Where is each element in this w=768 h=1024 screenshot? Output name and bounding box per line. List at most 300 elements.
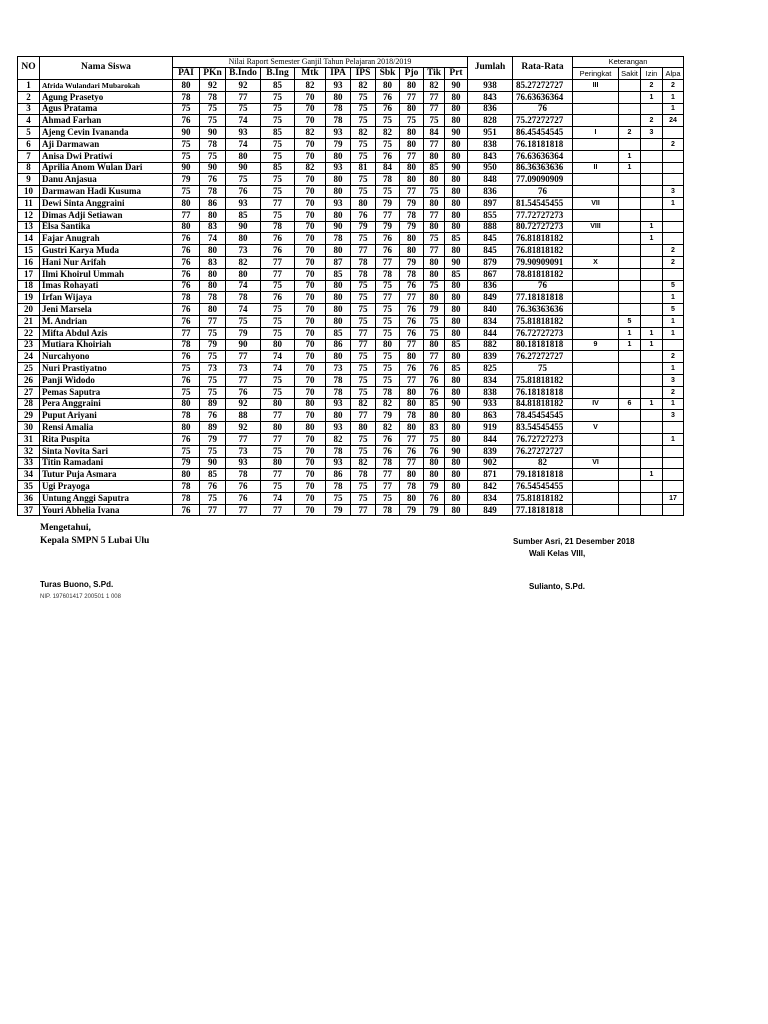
score-cell: 78: [200, 91, 226, 103]
score-cell: 80: [200, 268, 226, 280]
score-cell: 79: [173, 174, 200, 186]
score-cell: 76: [173, 433, 200, 445]
score-cell: 82: [295, 80, 326, 92]
score-cell: 85: [326, 268, 351, 280]
rata-rata-cell: 76.27272727: [513, 351, 573, 363]
table-row: [18, 351, 684, 363]
score-cell: 76: [261, 233, 295, 245]
sakit-cell: 1: [619, 162, 641, 174]
score-cell: 70: [295, 327, 326, 339]
score-cell: 80: [445, 351, 468, 363]
sakit-cell: [619, 268, 641, 280]
score-cell: 75: [226, 174, 261, 186]
rata-rata-cell: 77.72727273: [513, 209, 573, 221]
izin-cell: [641, 256, 663, 268]
score-cell: 75: [376, 280, 400, 292]
table-row: [18, 245, 684, 257]
student-name: Imas Rohayati: [40, 280, 173, 292]
score-cell: 75: [351, 351, 376, 363]
score-cell: 80: [295, 422, 326, 434]
rata-rata-cell: 76.18181818: [513, 386, 573, 398]
student-name: Fajar Anugrah: [40, 233, 173, 245]
student-name: Irfan Wijaya: [40, 292, 173, 304]
sakit-cell: [619, 186, 641, 198]
row-number: 5: [18, 127, 40, 139]
rata-rata-cell: 75: [513, 363, 573, 375]
izin-cell: [641, 386, 663, 398]
score-cell: 75: [424, 433, 445, 445]
sakit-cell: [619, 233, 641, 245]
table-row: [18, 504, 684, 516]
score-cell: 82: [226, 256, 261, 268]
rata-rata-cell: 76.18181818: [513, 138, 573, 150]
score-cell: 92: [200, 80, 226, 92]
jumlah-cell: 843: [468, 91, 513, 103]
score-cell: 77: [400, 374, 424, 386]
score-cell: 76: [400, 304, 424, 316]
row-number: 34: [18, 469, 40, 481]
score-cell: 80: [424, 268, 445, 280]
score-cell: 75: [376, 492, 400, 504]
jumlah-cell: 838: [468, 138, 513, 150]
score-cell: 78: [200, 292, 226, 304]
row-number: 15: [18, 245, 40, 257]
score-cell: 76: [424, 374, 445, 386]
score-cell: 70: [295, 233, 326, 245]
table-row: [18, 103, 684, 115]
score-cell: 78: [226, 469, 261, 481]
score-cell: 80: [326, 245, 351, 257]
score-cell: 75: [261, 91, 295, 103]
row-number: 35: [18, 481, 40, 493]
rata-rata-cell: 75.27272727: [513, 115, 573, 127]
student-name: Agung Prasetyo: [40, 91, 173, 103]
table-row: [18, 115, 684, 127]
row-number: 27: [18, 386, 40, 398]
student-name: Gustri Karya Muda: [40, 245, 173, 257]
score-cell: 92: [226, 80, 261, 92]
peringkat-cell: [573, 504, 619, 516]
jumlah-cell: 834: [468, 374, 513, 386]
score-cell: 80: [445, 115, 468, 127]
table-row: [18, 174, 684, 186]
row-number: 2: [18, 91, 40, 103]
score-cell: 76: [424, 445, 445, 457]
kepala-sekolah-name: Turas Buono, S.Pd.: [40, 580, 114, 589]
score-cell: 75: [173, 186, 200, 198]
peringkat-cell: [573, 469, 619, 481]
score-cell: 80: [400, 398, 424, 410]
score-cell: 75: [226, 315, 261, 327]
student-name: Ajeng Cevin Ivananda: [40, 127, 173, 139]
jumlah-cell: 855: [468, 209, 513, 221]
score-cell: 70: [295, 504, 326, 516]
score-cell: 80: [445, 292, 468, 304]
score-cell: 75: [376, 315, 400, 327]
student-name: Agus Pratama: [40, 103, 173, 115]
score-cell: 77: [400, 91, 424, 103]
score-cell: 80: [295, 398, 326, 410]
score-cell: 76: [261, 292, 295, 304]
izin-cell: [641, 186, 663, 198]
alpa-cell: [663, 209, 684, 221]
row-number: 6: [18, 138, 40, 150]
alpa-cell: [663, 445, 684, 457]
student-name: Titin Ramadani: [40, 457, 173, 469]
alpa-cell: [663, 422, 684, 434]
rata-rata-cell: 84.81818182: [513, 398, 573, 410]
score-cell: 83: [424, 422, 445, 434]
score-cell: 70: [295, 433, 326, 445]
score-cell: 70: [295, 304, 326, 316]
score-cell: 92: [226, 422, 261, 434]
student-name: Panji Widodo: [40, 374, 173, 386]
header-subject: Pjo: [400, 68, 424, 80]
sakit-cell: 2: [619, 127, 641, 139]
table-row: [18, 186, 684, 198]
peringkat-cell: [573, 304, 619, 316]
rata-rata-cell: 76: [513, 280, 573, 292]
score-cell: 78: [200, 138, 226, 150]
score-cell: 75: [261, 481, 295, 493]
score-cell: 80: [445, 150, 468, 162]
peringkat-cell: IV: [573, 398, 619, 410]
score-cell: 80: [424, 457, 445, 469]
score-cell: 86: [326, 469, 351, 481]
score-cell: 76: [424, 363, 445, 375]
score-cell: 75: [424, 115, 445, 127]
table-row: [18, 422, 684, 434]
score-cell: 85: [445, 233, 468, 245]
score-cell: 85: [424, 162, 445, 174]
score-cell: 77: [424, 209, 445, 221]
score-cell: 85: [424, 398, 445, 410]
score-cell: 78: [173, 339, 200, 351]
score-cell: 79: [200, 339, 226, 351]
rata-rata-cell: 76.72727273: [513, 433, 573, 445]
score-cell: 77: [226, 433, 261, 445]
student-name: Dewi Sinta Anggraini: [40, 197, 173, 209]
table-row: [18, 209, 684, 221]
score-cell: 75: [351, 150, 376, 162]
peringkat-cell: II: [573, 162, 619, 174]
score-cell: 80: [424, 339, 445, 351]
peringkat-cell: [573, 433, 619, 445]
alpa-cell: 2: [663, 256, 684, 268]
row-number: 24: [18, 351, 40, 363]
row-number: 29: [18, 410, 40, 422]
jumlah-cell: 836: [468, 103, 513, 115]
score-cell: 80: [173, 80, 200, 92]
header-rata-rata: Rata-Rata: [513, 57, 573, 80]
student-name: Ugi Prayoga: [40, 481, 173, 493]
score-cell: 77: [424, 103, 445, 115]
alpa-cell: 3: [663, 410, 684, 422]
jumlah-cell: 834: [468, 315, 513, 327]
score-cell: 75: [351, 115, 376, 127]
jumlah-cell: 867: [468, 268, 513, 280]
score-cell: 76: [376, 433, 400, 445]
score-cell: 75: [424, 280, 445, 292]
header-subject: Mtk: [295, 68, 326, 80]
score-cell: 77: [351, 504, 376, 516]
izin-cell: [641, 422, 663, 434]
izin-cell: [641, 292, 663, 304]
peringkat-cell: [573, 150, 619, 162]
izin-cell: [641, 504, 663, 516]
peringkat-cell: [573, 445, 619, 457]
table-row: [18, 197, 684, 209]
score-cell: 80: [326, 315, 351, 327]
jumlah-cell: 879: [468, 256, 513, 268]
score-cell: 76: [173, 233, 200, 245]
score-cell: 76: [226, 481, 261, 493]
peringkat-cell: VI: [573, 457, 619, 469]
izin-cell: [641, 492, 663, 504]
row-number: 30: [18, 422, 40, 434]
izin-cell: [641, 209, 663, 221]
score-cell: 82: [376, 127, 400, 139]
peringkat-cell: [573, 492, 619, 504]
peringkat-cell: [573, 138, 619, 150]
score-cell: 77: [376, 256, 400, 268]
jumlah-cell: 882: [468, 339, 513, 351]
score-cell: 75: [376, 186, 400, 198]
score-cell: 75: [351, 292, 376, 304]
score-cell: 78: [400, 481, 424, 493]
alpa-cell: 1: [663, 91, 684, 103]
row-number: 1: [18, 80, 40, 92]
score-cell: 70: [295, 186, 326, 198]
jumlah-cell: 845: [468, 245, 513, 257]
sakit-cell: [619, 292, 641, 304]
kepala-sekolah-title: Kepala SMPN 5 Lubai Ulu: [40, 536, 150, 546]
jumlah-cell: 836: [468, 280, 513, 292]
score-cell: 75: [376, 327, 400, 339]
score-cell: 80: [445, 91, 468, 103]
score-cell: 79: [200, 433, 226, 445]
table-row: [18, 374, 684, 386]
score-cell: 70: [295, 209, 326, 221]
rata-rata-cell: 85.27272727: [513, 80, 573, 92]
student-name: Rita Puspita: [40, 433, 173, 445]
izin-cell: 1: [641, 469, 663, 481]
izin-cell: 1: [641, 91, 663, 103]
score-cell: 76: [376, 233, 400, 245]
row-number: 32: [18, 445, 40, 457]
student-name: Nuri Prastiyatno: [40, 363, 173, 375]
score-cell: 80: [173, 197, 200, 209]
score-cell: 80: [376, 339, 400, 351]
score-cell: 75: [351, 374, 376, 386]
izin-cell: [641, 103, 663, 115]
izin-cell: [641, 374, 663, 386]
jumlah-cell: 933: [468, 398, 513, 410]
wali-kelas-name: Sulianto, S.Pd.: [529, 582, 586, 591]
score-cell: 80: [173, 422, 200, 434]
score-cell: 75: [261, 315, 295, 327]
score-cell: 80: [326, 174, 351, 186]
score-cell: 75: [261, 327, 295, 339]
jumlah-cell: 897: [468, 197, 513, 209]
score-cell: 79: [376, 410, 400, 422]
score-cell: 77: [400, 292, 424, 304]
score-cell: 76: [200, 481, 226, 493]
row-number: 20: [18, 304, 40, 316]
score-cell: 90: [445, 445, 468, 457]
rata-rata-cell: 76.81818182: [513, 245, 573, 257]
jumlah-cell: 849: [468, 504, 513, 516]
row-number: 9: [18, 174, 40, 186]
score-cell: 78: [326, 481, 351, 493]
table-row: [18, 292, 684, 304]
score-cell: 80: [445, 422, 468, 434]
score-cell: 70: [295, 138, 326, 150]
rata-rata-cell: 80.72727273: [513, 221, 573, 233]
rata-rata-cell: 76.54545455: [513, 481, 573, 493]
row-number: 19: [18, 292, 40, 304]
score-cell: 75: [261, 103, 295, 115]
peringkat-cell: III: [573, 80, 619, 92]
alpa-cell: 1: [663, 197, 684, 209]
student-name: Afrida Wulandari Mubarokah: [40, 80, 173, 92]
score-cell: 93: [326, 422, 351, 434]
score-cell: 92: [226, 398, 261, 410]
score-cell: 70: [295, 445, 326, 457]
header-alpa: Alpa: [663, 68, 684, 80]
sakit-cell: [619, 197, 641, 209]
score-cell: 84: [376, 162, 400, 174]
score-cell: 80: [445, 280, 468, 292]
score-cell: 70: [295, 292, 326, 304]
score-cell: 73: [326, 363, 351, 375]
student-name: M. Andrian: [40, 315, 173, 327]
table-row: [18, 363, 684, 375]
sakit-cell: [619, 351, 641, 363]
score-cell: 80: [226, 150, 261, 162]
score-cell: 73: [200, 363, 226, 375]
score-cell: 76: [173, 351, 200, 363]
peringkat-cell: V: [573, 422, 619, 434]
score-cell: 77: [200, 504, 226, 516]
score-cell: 89: [200, 422, 226, 434]
sakit-cell: [619, 504, 641, 516]
score-cell: 78: [400, 209, 424, 221]
score-cell: 80: [445, 304, 468, 316]
score-cell: 80: [445, 504, 468, 516]
score-cell: 85: [445, 363, 468, 375]
rata-rata-cell: 76.81818182: [513, 233, 573, 245]
alpa-cell: 24: [663, 115, 684, 127]
score-cell: 77: [400, 186, 424, 198]
student-name: Dimas Adji Setiawan: [40, 209, 173, 221]
score-cell: 76: [376, 445, 400, 457]
sakit-cell: [619, 304, 641, 316]
score-cell: 82: [351, 80, 376, 92]
score-cell: 78: [326, 103, 351, 115]
score-cell: 77: [351, 245, 376, 257]
peringkat-cell: [573, 209, 619, 221]
sakit-cell: 1: [619, 327, 641, 339]
score-cell: 77: [173, 327, 200, 339]
row-number: 23: [18, 339, 40, 351]
score-cell: 78: [376, 457, 400, 469]
izin-cell: [641, 174, 663, 186]
header-izin: Izin: [641, 68, 663, 80]
alpa-cell: 2: [663, 138, 684, 150]
peringkat-cell: 9: [573, 339, 619, 351]
score-cell: 76: [424, 386, 445, 398]
score-cell: 70: [295, 315, 326, 327]
peringkat-cell: [573, 351, 619, 363]
student-name: Darmawan Hadi Kusuma: [40, 186, 173, 198]
score-cell: 77: [226, 351, 261, 363]
score-cell: 77: [226, 91, 261, 103]
score-cell: 75: [424, 327, 445, 339]
score-cell: 85: [261, 162, 295, 174]
score-cell: 77: [173, 209, 200, 221]
score-cell: 75: [261, 150, 295, 162]
rata-rata-cell: 76.72727273: [513, 327, 573, 339]
score-cell: 80: [400, 138, 424, 150]
score-cell: 80: [445, 410, 468, 422]
score-cell: 82: [326, 433, 351, 445]
score-cell: 76: [376, 91, 400, 103]
score-cell: 78: [351, 256, 376, 268]
place-date: Sumber Asri, 21 Desember 2018: [513, 537, 635, 546]
jumlah-cell: 834: [468, 492, 513, 504]
score-cell: 75: [376, 363, 400, 375]
peringkat-cell: [573, 268, 619, 280]
jumlah-cell: 919: [468, 422, 513, 434]
row-number: 33: [18, 457, 40, 469]
rata-rata-cell: 86.36363636: [513, 162, 573, 174]
table-row: [18, 138, 684, 150]
izin-cell: 1: [641, 233, 663, 245]
score-cell: 85: [445, 339, 468, 351]
student-name: Elsa Santika: [40, 221, 173, 233]
score-cell: 80: [445, 327, 468, 339]
rata-rata-cell: 82: [513, 457, 573, 469]
table-row: [18, 150, 684, 162]
score-cell: 76: [173, 245, 200, 257]
sakit-cell: [619, 445, 641, 457]
izin-cell: [641, 280, 663, 292]
score-cell: 75: [200, 115, 226, 127]
peringkat-cell: I: [573, 127, 619, 139]
mengetahui-label: Mengetahui,: [40, 523, 91, 533]
score-cell: 75: [326, 492, 351, 504]
score-cell: 75: [261, 186, 295, 198]
score-cell: 76: [200, 410, 226, 422]
peringkat-cell: X: [573, 256, 619, 268]
score-cell: 70: [295, 386, 326, 398]
student-name: Youri Abhelia Ivana: [40, 504, 173, 516]
score-cell: 80: [400, 245, 424, 257]
score-cell: 77: [261, 268, 295, 280]
score-cell: 76: [400, 315, 424, 327]
jumlah-cell: 839: [468, 445, 513, 457]
table-row: [18, 256, 684, 268]
score-cell: 75: [200, 103, 226, 115]
sakit-cell: [619, 469, 641, 481]
score-cell: 75: [173, 150, 200, 162]
student-name: Aji Darmawan: [40, 138, 173, 150]
header-subject: B.Indo: [226, 68, 261, 80]
izin-cell: 1: [641, 398, 663, 410]
score-cell: 74: [226, 138, 261, 150]
alpa-cell: 2: [663, 80, 684, 92]
